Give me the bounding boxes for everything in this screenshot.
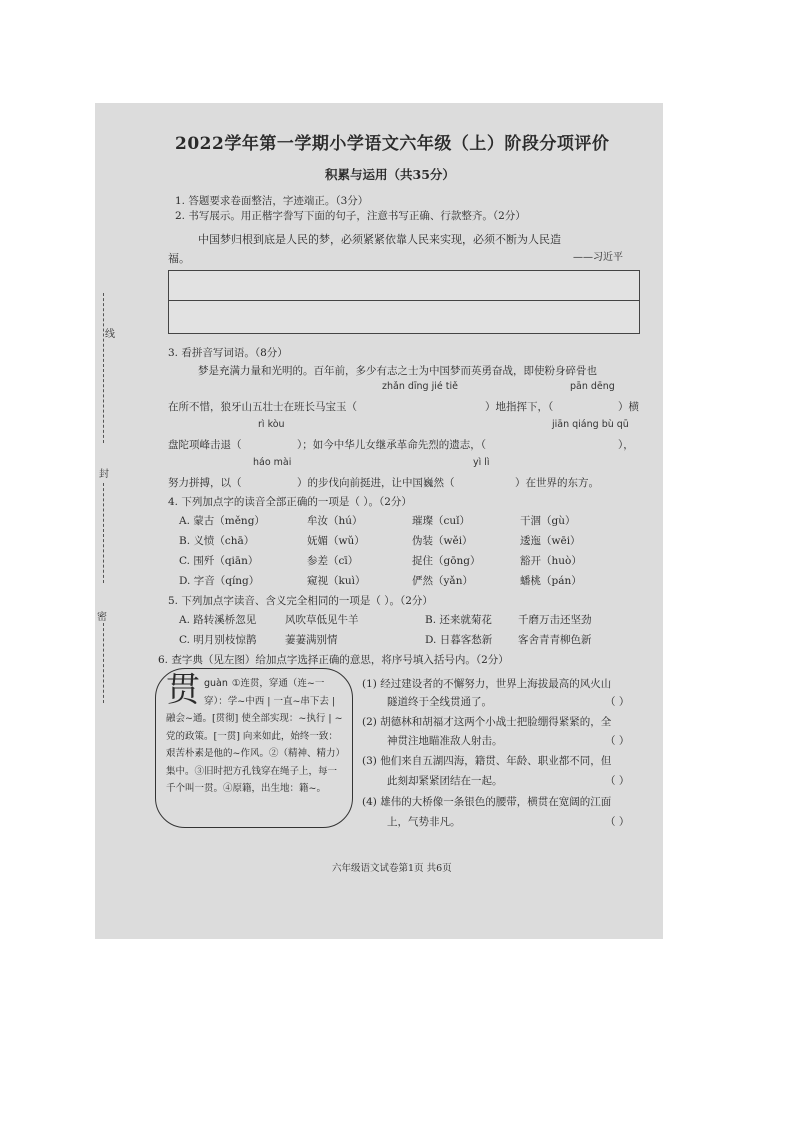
question-3-line-3b: ）；如今中华儿女继承革命先烈的遗志，（	[297, 439, 486, 451]
exam-paper	[95, 103, 663, 939]
dictionary-text: ①连贯，穿通（连~一穿）：学~中西 | 一直~串下去 | 融会~通。[贯彻] 使全部实现：~执行 | ~党的政策。[一贯] 向来如此，始终一致：艰苦朴素是他的~作风。②（精神、精力）集中。③旧时把方孔钱穿在绳子上，每一千个叫一贯。④原籍，出生地：籍~。	[166, 678, 343, 794]
q5-option[interactable]: B. 还来就菊花	[425, 614, 492, 626]
q5-option: 千磨万击还坚劲	[518, 614, 592, 626]
q5-option[interactable]: C. 明月别枝惊鹊	[179, 634, 257, 646]
q4-option: 捉住（gōng）	[412, 555, 481, 567]
q6-item-1-line-1: (1) 经过建设者的不懈努力，世界上海拔最高的风火山	[362, 678, 612, 690]
question-3-line-4c: ）在世界的东方。	[515, 477, 599, 489]
q4-option: 璀璨（cuǐ）	[412, 515, 471, 527]
q4-option: 逶迤（wēi）	[520, 535, 581, 547]
q5-option[interactable]: D. 日暮客愁新	[425, 634, 493, 646]
question-1: 1. 答题要求卷面整洁，字迹端正。（3分）	[175, 195, 369, 207]
dictionary-pinyin: guàn	[204, 678, 228, 689]
writing-box-divider	[169, 300, 639, 301]
q4-option[interactable]: C. 围歼（qiān）	[179, 555, 259, 567]
dictionary-char: 贯	[166, 670, 200, 710]
quote-author: ——习近平	[573, 252, 623, 263]
binding-dashed-line	[103, 623, 104, 703]
q5-option: 萋萋满别情	[285, 634, 338, 646]
question-3-line-4b: ）的步伐向前挺进，让中国巍然（	[297, 477, 455, 489]
q6-item-3-line-1: (3) 他们来自五湖四海，籍贯、年龄、职业都不同，但	[362, 755, 612, 767]
q4-option: 干涸（gù）	[520, 515, 576, 527]
pinyin-3a: háo mài	[253, 457, 292, 468]
pinyin-1a: zhǎn dīng jié tiě	[382, 381, 458, 392]
pinyin-3b: yì lì	[473, 457, 490, 468]
page-footer: 六年级语文试卷第1页 共6页	[332, 863, 452, 874]
exam-title: 2022学年第一学期小学语文六年级（上）阶段分项评价	[175, 134, 610, 154]
question-4-stem: 4. 下列加点字的读音全部正确的一项是（ ）。（2分）	[168, 496, 412, 508]
q6-item-4-line-1: (4) 雄伟的大桥像一条银色的腰带，横贯在宽阔的江面	[362, 796, 612, 808]
pinyin-1b: pān dēng	[570, 381, 615, 392]
pinyin-2a: rì kòu	[258, 419, 285, 430]
q6-item-3-line-2: 此刻却紧紧团结在一起。	[387, 775, 503, 787]
writing-box[interactable]	[168, 270, 640, 334]
quote-line-1: 中国梦归根到底是人民的梦，必须紧紧依靠人民来实现，必须不断为人民造	[198, 233, 561, 246]
q6-item-2-answer[interactable]: （ ）	[605, 735, 630, 747]
q6-item-2-line-2: 神贯注地瞄准敌人射击。	[387, 735, 503, 747]
q4-option[interactable]: B. 义愤（chā）	[179, 535, 255, 547]
quote-line-2: 福。	[168, 252, 190, 265]
question-3-stem: 3. 看拼音写词语。（8分）	[168, 347, 288, 359]
q6-item-1-line-2: 隧道终于全线贯通了。	[387, 696, 492, 708]
question-5-stem: 5. 下列加点字读音、含义完全相同的一项是（ ）。（2分）	[168, 595, 433, 607]
pinyin-2b: jiān qiáng bù qū	[552, 419, 629, 430]
question-3-line-2c: ）横	[618, 401, 639, 413]
question-3-line-4a: 努力拼搏，以（	[168, 477, 242, 489]
q4-option: 妩媚（wǔ）	[307, 535, 365, 547]
q6-item-1-answer[interactable]: （ ）	[605, 696, 630, 708]
question-2: 2. 书写展示。用正楷字誊写下面的句子，注意书写正确、行款整齐。（2分）	[175, 210, 526, 222]
binding-dashed-line	[103, 483, 104, 583]
question-3-line-2b: ）地指挥下，（	[485, 401, 554, 413]
q4-option[interactable]: A. 蒙古（měng）	[179, 515, 265, 527]
dictionary-entry	[155, 668, 353, 828]
q4-option: 俨然（yǎn）	[412, 575, 473, 587]
q4-option: 参差（cī）	[307, 555, 359, 567]
q4-option: 伪装（wěi）	[412, 535, 473, 547]
q4-option: 窥视（kuì）	[307, 575, 366, 587]
q4-option: 蟠桃（pán）	[520, 575, 582, 587]
q4-option: 牟汝（hú）	[307, 515, 363, 527]
question-3-line-2a: 在所不惜，狼牙山五壮士在班长马宝玉（	[168, 401, 357, 413]
question-3-line-3a: 盘陀项峰击退（	[168, 439, 242, 451]
binding-label-line: 线	[105, 329, 115, 340]
q6-item-4-line-2: 上，气势非凡。	[387, 816, 461, 828]
section-subtitle: 积累与运用（共35分）	[325, 167, 455, 182]
q5-option[interactable]: A. 路转溪桥忽见	[179, 614, 257, 626]
question-3-line-3c: ），	[618, 439, 634, 451]
q4-option[interactable]: D. 字音（qíng）	[179, 575, 260, 587]
q6-item-3-answer[interactable]: （ ）	[605, 775, 630, 787]
q5-option: 风吹草低见牛羊	[285, 614, 359, 626]
question-3-line-1: 梦是充满力量和光明的。百年前，多少有志之士为中国梦而英勇奋战，即使粉身碎骨也	[198, 365, 597, 377]
binding-label-seal: 封	[99, 469, 109, 480]
q6-item-2-line-1: (2) 胡德林和胡福才这两个小战士把脸绷得紧紧的，全	[362, 716, 612, 728]
binding-label-secret: 密	[97, 612, 107, 623]
q6-item-4-answer[interactable]: （ ）	[605, 816, 630, 828]
q4-option: 豁开（huò）	[520, 555, 582, 567]
q5-option: 客舍青青柳色新	[518, 634, 592, 646]
binding-dashed-line	[103, 293, 104, 443]
question-6-stem: 6. 查字典（见左图）给加点字选择正确的意思，将序号填入括号内。（2分）	[158, 654, 509, 666]
